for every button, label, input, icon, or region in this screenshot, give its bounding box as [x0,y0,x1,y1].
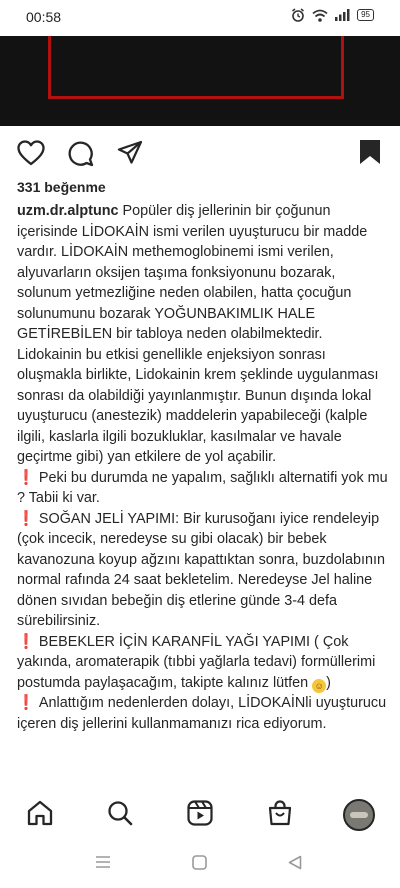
comment-icon[interactable] [67,140,94,167]
caption-paragraph [17,201,389,468]
back-icon[interactable] [288,855,302,870]
heart-icon[interactable] [17,140,45,166]
bookmark-icon[interactable] [359,139,381,165]
shop-icon[interactable] [267,800,293,826]
home-icon[interactable] [27,800,53,826]
caption-username[interactable]: uzm.dr.alptunc [17,203,119,219]
exclamation-icon: ❗ [17,633,35,650]
signal-icon [335,9,350,21]
alarm-icon [291,8,305,22]
caption-paragraph [17,468,389,509]
home-button-icon[interactable] [192,855,207,870]
reels-icon[interactable] [187,800,213,826]
system-navigation [0,840,400,888]
battery-icon: 95 [357,9,374,21]
smile-emoji-icon: ☺ [312,679,326,693]
share-icon[interactable] [117,140,143,166]
post-actions [0,132,400,172]
recent-apps-icon[interactable] [95,855,111,869]
post-caption [17,201,389,789]
profile-avatar[interactable] [343,799,375,831]
exclamation-icon: ❗ [17,469,35,486]
caption-intro-text: Popüler diş jellerinin bir çoğunun içerisinde LİDOKAİN ismi verilen uyuşturucu bir madde vardır. LİDOKAİN methemoglobinemi ismi verilen, alyuvarların oksijen taşıma fonksiyonunu bozarak, solunum yetmezliğine neden olabilen, hatta çocuğun solunumunu bozarak YOĞUNBAKIMLIK HALE GETİREBİLEN bir tabloya neden olabilmektedir. Lidokainin bu etkisi genellikle enjeksiyon sonrası oluşmakla birlikte, Lidokainin krem şeklinde uygulanması sonrası da olabildiği yayınlanmıştır. Bunun dışında lokal uyuşturucu (anestezik) maddelerin yapabileceği (kalple ilgili, kaslarla ilgili bozukluklar, kasılmalar ve havale geçirtme gibi) yan etkilere de yol açabilir. [17,203,379,465]
status-bar [0,0,400,36]
caption-text: Peki bu durumda ne yapalım, sağlıklı alternatifi yok mu ? Tabii ki var. [17,469,388,506]
caption-text: BEBEKLER İÇİN KARANFİL YAĞI YAPIMI ( Çok yakında, aromaterapik (tıbbi yağlarla tedavi) formüllerimi postumda paylaşacağım, takipte kalınız lütfen [17,633,376,691]
exclamation-icon: ❗ [17,695,35,711]
wifi-icon [312,9,328,22]
caption-paragraph [17,632,389,694]
post-image[interactable] [0,36,400,126]
bottom-navigation [0,792,400,840]
post-image-frame [48,36,344,99]
caption-text: Anlattığım nedenlerden dolayı, LİDOKAİNli uyuşturucu içeren diş jellerini kullanmamanızı rica ediyorum. [17,695,387,732]
caption-paragraph [17,509,389,632]
exclamation-icon: ❗ [17,510,35,527]
status-icons [291,8,374,22]
status-time: 00:58 [26,9,62,25]
likes-count[interactable]: 331 beğenme [17,179,106,195]
caption-text: SOĞAN JELİ YAPIMI: Bir kurusoğanı iyice rendeleyip (çok incecik, neredeyse su gibi olacak) bir bebek kavanozuna koyup ağzını kapattıktan sonra, buzdolabının normal rafında 24 saat bekletelim. Neredeyse Jel haline dönen sıvıdan bebeğin diş etlerine günde 3-4 defa sürebilirsiniz. [17,510,386,629]
caption-paragraph [17,693,389,734]
caption-text: ) [326,674,331,691]
search-icon[interactable] [107,800,133,826]
